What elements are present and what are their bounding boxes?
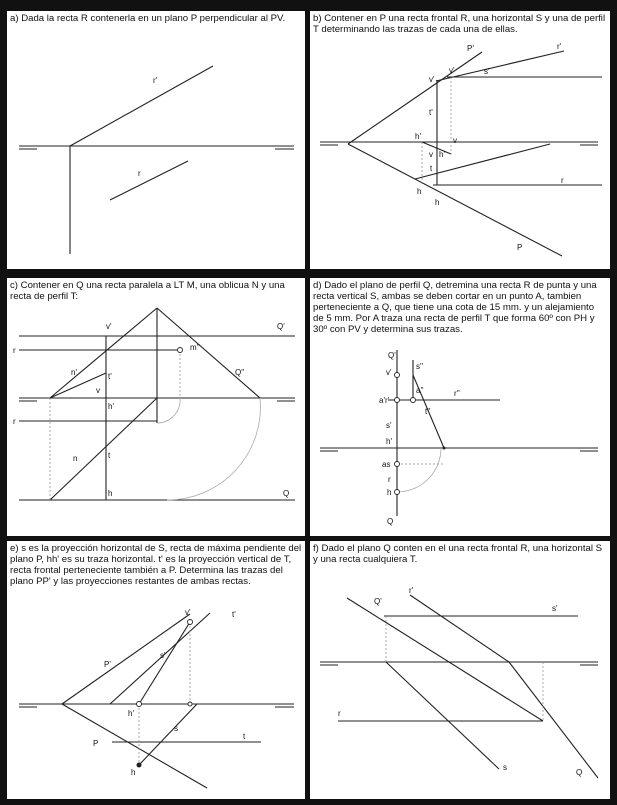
- label-r: r: [138, 169, 141, 178]
- line-r: [110, 161, 188, 200]
- arc-profile: [397, 448, 441, 492]
- label-v-prime-2: v': [449, 66, 455, 75]
- label-v: v: [453, 136, 457, 145]
- label-Q-prime: Q': [388, 351, 396, 360]
- label-a-dd: a'': [416, 386, 424, 395]
- panel-e: [7, 541, 305, 799]
- label-s: s: [174, 724, 178, 733]
- label-v-prime: v': [106, 322, 112, 331]
- panel-c: [7, 278, 305, 536]
- label-v-prime: v': [185, 608, 191, 617]
- label-r-left: r: [13, 346, 16, 355]
- label-h: h: [108, 489, 113, 498]
- label-P-prime: P': [467, 44, 474, 53]
- label-s-prime: s': [386, 421, 392, 430]
- panel-e-diagram: [7, 541, 305, 799]
- label-h-prime-2: h': [439, 150, 445, 159]
- label-m-dd: m'': [190, 343, 200, 352]
- line-n: [50, 398, 157, 500]
- label-s: s: [503, 763, 507, 772]
- arc-small: [157, 398, 180, 423]
- point-a-r-prime: [395, 398, 400, 403]
- panel-f: [310, 541, 610, 799]
- label-t-prime: t': [108, 372, 112, 381]
- panel-c-title: c) Contener en Q una recta paralela a LT M, una oblicua N y una recta de perfil T:: [10, 280, 285, 302]
- label-r-prime: r': [409, 586, 414, 595]
- label-h-prime: h': [108, 402, 114, 411]
- label-r: r: [388, 475, 391, 484]
- label-r-left2: r: [13, 417, 16, 426]
- label-Q: Q: [387, 517, 394, 526]
- label-t: t: [108, 451, 111, 460]
- label-v: v: [96, 386, 100, 395]
- label-h: h: [131, 768, 136, 777]
- label-h-prime: h': [415, 132, 421, 141]
- panel-b-diagram: [310, 11, 610, 269]
- line-r-prime: [70, 66, 213, 146]
- trace-Q-prime-left: [50, 308, 157, 398]
- label-as: as: [382, 460, 391, 469]
- point-h: [395, 490, 400, 495]
- label-t: t: [430, 164, 433, 173]
- trace-P-prime: [62, 614, 190, 704]
- trace-P: [348, 144, 562, 256]
- panel-b: [310, 11, 610, 269]
- panel-e-title: e) s es la proyección horizontal de S, recta de máxima pendiente del plano P, hh' es su traza horizontal. t' es la proyección vertical de T, recta frontal perteneciente también a P. Determina las trazas del plano PP' y las proyecciones restantes de ambas rectas.: [10, 543, 302, 587]
- label-h1: h: [417, 187, 422, 196]
- point-a-dd: [411, 398, 416, 403]
- trace-Q-dd: [157, 308, 260, 398]
- label-Q-prime: Q': [277, 322, 285, 331]
- label-P: P: [93, 739, 99, 748]
- line-h: [415, 144, 550, 179]
- trace-P-prime: [348, 52, 482, 144]
- trace-Q: [509, 662, 598, 778]
- label-v-prime: v': [386, 368, 392, 377]
- label-h2: h: [435, 198, 440, 207]
- label-Q-dd: Q'': [235, 368, 245, 377]
- label-Q-prime: Q': [374, 597, 382, 606]
- label-t-prime: t': [232, 610, 236, 619]
- panel-f-title: f) Dado el plano Q conten en el una recta frontal R, una horizontal S y una recta cualquiera T.: [313, 543, 603, 565]
- label-Q: Q: [283, 489, 290, 498]
- panel-d-diagram: [310, 278, 610, 536]
- line-s-prime: [139, 622, 190, 704]
- label-a-r-prime: a'r': [379, 396, 390, 405]
- label-P: P: [517, 243, 523, 252]
- point-as: [395, 462, 400, 467]
- label-t-dd: t'': [425, 407, 431, 416]
- label-s-prime: s': [552, 604, 558, 613]
- point-h-dd: [443, 447, 446, 450]
- point-m: [178, 348, 183, 353]
- label-P-prime: P': [104, 660, 111, 669]
- label-v2: v: [429, 150, 433, 159]
- line-s: [139, 704, 197, 765]
- point-h-prime: [137, 702, 142, 707]
- panel-c-diagram: [7, 278, 305, 536]
- label-s-dd: s'': [416, 362, 424, 371]
- label-h: h: [387, 488, 392, 497]
- label-h-prime: h': [386, 437, 392, 446]
- arc-rabatment: [167, 398, 260, 500]
- label-r-prime: r': [153, 76, 158, 85]
- panel-a-diagram: [7, 11, 305, 269]
- label-h-prime: h': [128, 709, 134, 718]
- panel-f-diagram: [310, 541, 610, 799]
- label-t: t: [243, 732, 246, 741]
- panel-d-title: d) Dado el plano de perfil Q, detremina una recta R de punta y una recta vertical S, ambas se deben cortar en un punto A, tambien perteneciente a Q, que tiene una cota de 15 mm. y un alejamiento de 5 mm. Por A traza una recta de perfil T que forma 60º con PH y 30º con PV y determina sus trazas.: [313, 280, 597, 335]
- label-Q: Q: [576, 768, 583, 777]
- label-s-prime: s': [484, 67, 490, 76]
- label-r-prime: r': [557, 42, 562, 51]
- label-n: n: [73, 454, 78, 463]
- label-t-prime: t': [429, 108, 433, 117]
- panel-b-title: b) Contener en P una recta frontal R, una horizontal S y una de perfil T determinando las trazas de cada una de ellas.: [313, 13, 606, 35]
- label-n-prime: n': [71, 368, 77, 377]
- panel-a-title: a) Dada la recta R contenerla en un plano P perpendicular al PV.: [10, 13, 286, 24]
- panel-d: [310, 278, 610, 536]
- panel-a: [7, 11, 305, 269]
- point-v-prime: [188, 620, 193, 625]
- line-s: [386, 662, 499, 769]
- line-r-prime: [410, 595, 509, 662]
- label-r: r: [561, 176, 564, 185]
- label-v-prime-1: v': [429, 75, 435, 84]
- point-v: [188, 702, 192, 706]
- point-h: [137, 763, 142, 768]
- point-v-prime: [395, 373, 400, 378]
- label-r-dd: r'': [454, 389, 460, 398]
- label-r: r: [338, 709, 341, 718]
- label-s-prime: s': [160, 651, 166, 660]
